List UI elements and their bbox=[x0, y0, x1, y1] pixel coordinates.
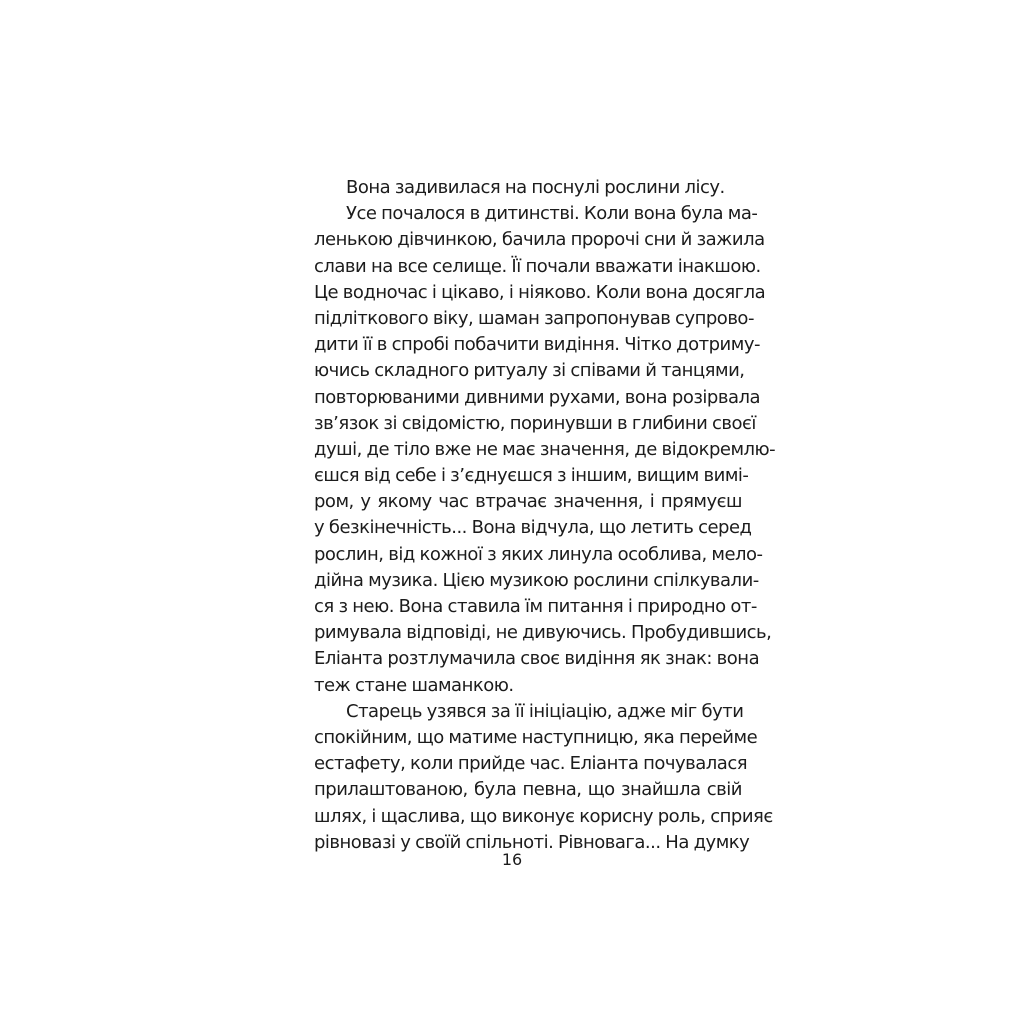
page-number: 16 bbox=[501, 850, 523, 869]
text-line: естафету, коли прийде час. Еліанта почувалася bbox=[314, 753, 748, 775]
text-line: душі, де тіло вже не має значення, де відокремлю- bbox=[314, 438, 776, 460]
text-line: слави на все селище. Її почали вважати інакшою. bbox=[314, 255, 761, 277]
text-line: Це водночас і цікаво, і ніяково. Коли вона досягла bbox=[314, 281, 766, 303]
text-line: Еліанта розтлумачила своє видіння як знак: вона bbox=[314, 648, 760, 670]
text-line: дійна музика. Цією музикою рослини спілкували- bbox=[314, 569, 759, 591]
text-line: єшся від себе і з’єднуєшся з іншим, вищим вимі- bbox=[314, 465, 749, 487]
text-line: Старець узявся за її ініціацію, адже міг бути bbox=[346, 700, 744, 722]
text-line: Вона задивилася на поснулі рослини лісу. bbox=[346, 177, 725, 198]
text-line: шлях, і щаслива, що виконує корисну роль, сприяє bbox=[314, 805, 773, 827]
text-line: зв’язок зі свідомістю, поринувши в глибини своєї bbox=[314, 412, 756, 434]
text-line: римувала відповіді, не дивуючись. Пробудившись, bbox=[314, 622, 772, 644]
text-line: ром, у якому час втрачає значення, і прямуєш bbox=[314, 491, 742, 513]
text-line: повторюваними дивними рухами, вона розірвала bbox=[314, 386, 761, 408]
text-line: ючись складного ритуалу зі співами й танцями, bbox=[314, 360, 745, 382]
text-line: Усе почалося в дитинстві. Коли вона була ма- bbox=[346, 203, 758, 225]
text-line: рівновазі у своїй спільноті. Рівновага... На думку bbox=[314, 831, 750, 853]
text-line: прилаштованою, була певна, що знайшла свій bbox=[314, 779, 742, 801]
text-line: підліткового віку, шаман запропонував супрово- bbox=[314, 307, 754, 329]
body-text bbox=[314, 175, 776, 856]
text-line: ся з нею. Вона ставила їм питання і природно от- bbox=[314, 596, 757, 617]
text-line: ленькою дівчинкою, бачила пророчі сни й зажила bbox=[314, 229, 765, 251]
text-line: спокійним, що матиме наступницю, яка перейме bbox=[314, 726, 758, 748]
text-line: у безкінечність... Вона відчула, що летить серед bbox=[314, 517, 752, 539]
text-line: рослин, від кожної з яких линула особлива, мело- bbox=[314, 543, 763, 565]
text-line: дити її в спробі побачити видіння. Чітко дотриму- bbox=[314, 334, 760, 356]
text-line: теж стане шаманкою. bbox=[314, 674, 514, 696]
